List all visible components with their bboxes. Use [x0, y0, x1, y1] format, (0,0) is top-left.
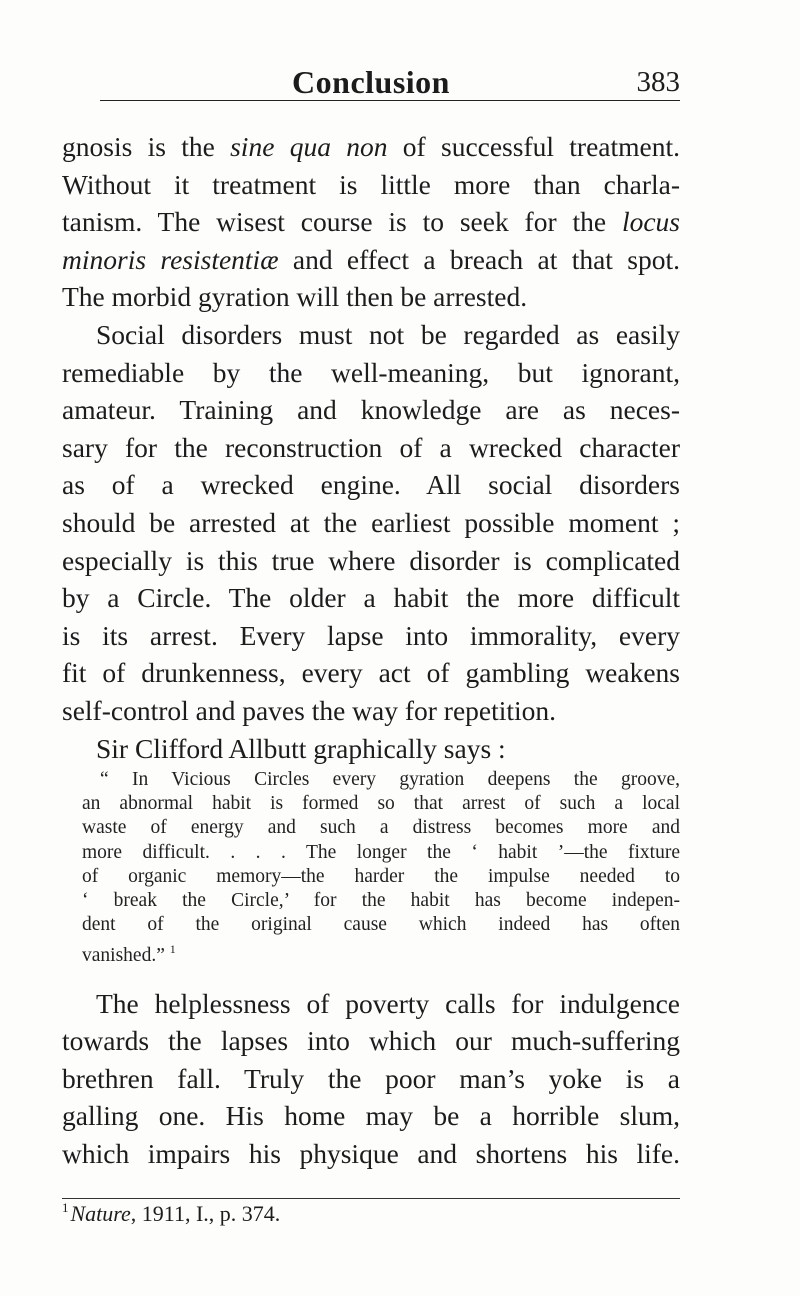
paragraph2-line: fit of drunkenness, every act of gambling weakens — [62, 657, 680, 689]
paragraph2-line: by a Circle. The older a habit the more difficult — [62, 582, 680, 614]
paragraph1-line3: tanism. The wisest course is to seek for the locus — [62, 206, 680, 238]
paragraph1-line1: gnosis is the sine qua non of successful treatment. — [62, 131, 681, 162]
quote-line: of organic memory—the harder the impulse needed to — [82, 865, 680, 887]
page-number: 383 — [636, 66, 680, 98]
footnote-citation: , 1911, I., p. 374. — [130, 1201, 281, 1226]
paragraph2-line: amateur. Training and knowledge are as neces- — [62, 394, 680, 426]
header-rule — [100, 100, 680, 101]
paragraph4-line: brethren fall. Truly the poor man’s yoke is a — [62, 1062, 680, 1094]
footnote-reference: 1 — [169, 942, 176, 957]
paragraph2-line: sary for the reconstruction of a wrecked character — [62, 431, 680, 463]
paragraph1-line5: The morbid gyration will then be arrested. — [62, 281, 528, 313]
paragraph1-line4: minoris resistentiæ and effect a breach at that spot. — [62, 243, 680, 275]
footnote-rule — [62, 1198, 680, 1199]
paragraph4-line: The helplessness of poverty calls for indulgence — [96, 988, 680, 1019]
quote-last-line: vanished.” $^1$ — [82, 942, 176, 967]
quote-line: dent of the original cause which indeed has often — [82, 914, 680, 936]
paragraph2-line: should be arrested at the earliest possible moment ; — [62, 506, 680, 538]
paragraph2-line: especially is this true where disorder is complicated — [62, 544, 680, 576]
quote-line: “ In Vicious Circles every gyration deepens the groove, — [100, 769, 680, 790]
paragraph3-line: Sir Clifford Allbutt graphically says : — [96, 732, 506, 764]
footnote-mark: 1 — [62, 1200, 69, 1215]
quote-line: ‘ break the Circle,’ for the habit has become indepen- — [82, 890, 680, 912]
closing-paragraph — [62, 985, 680, 1172]
footnote-source: Nature — [70, 1201, 131, 1226]
quote-line: an abnormal habit is formed so that arrest of such a local — [82, 793, 680, 815]
paragraph2-line: Social disorders must not be regarded as easily — [96, 318, 680, 350]
paragraph4-line: which impairs his physique and shortens his life. — [62, 1137, 680, 1169]
paragraph4-line: galling one. His home may be a horrible slum, — [62, 1100, 680, 1132]
paragraph2-line: remediable by the well-meaning, but ignorant, — [62, 356, 680, 388]
quote-line: waste of energy and such a distress becomes more and — [82, 817, 680, 839]
paragraph2-line: self-control and paves the way for repetition. — [62, 694, 557, 726]
running-header — [62, 64, 680, 104]
paragraph2-line: as of a wrecked engine. All social disorders — [62, 469, 680, 501]
paragraph4-line: towards the lapses into which our much-suffering — [62, 1025, 680, 1057]
page-title: Conclusion — [292, 64, 450, 100]
block-quote — [82, 768, 680, 969]
paragraph1-line2: Without it treatment is little more than charla- — [62, 168, 680, 200]
footnote — [62, 1200, 280, 1227]
main-text-block — [62, 128, 680, 767]
quote-line: more difficult. . . . The longer the ‘ habit ’—the fixture — [82, 841, 680, 863]
paragraph2-line: is its arrest. Every lapse into immorality, every — [62, 619, 680, 651]
